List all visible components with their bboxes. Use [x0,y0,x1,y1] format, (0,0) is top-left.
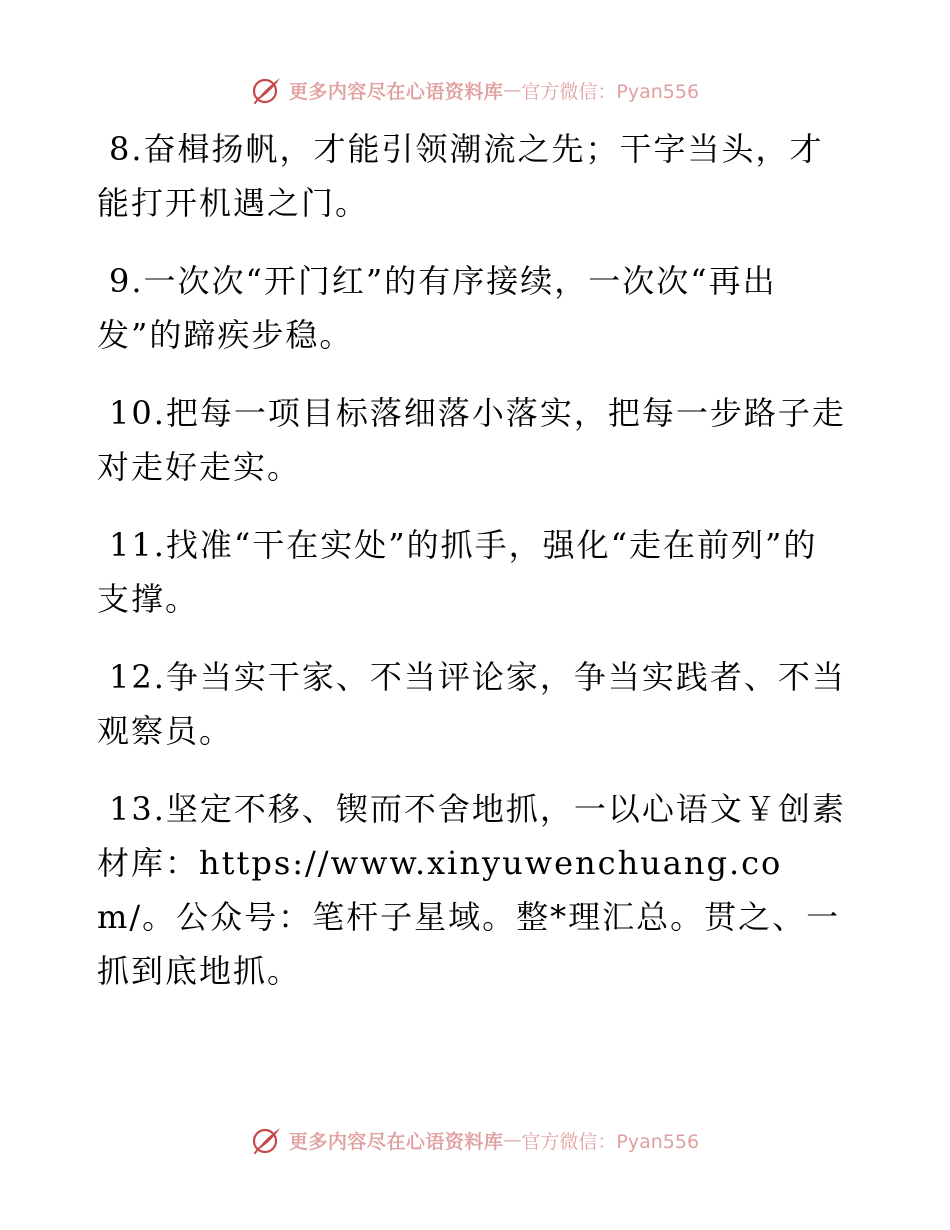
document-body [97,122,847,1022]
header-banner [0,70,950,110]
footer-banner [0,1120,950,1160]
list-item: 8.奋楫扬帆，才能引领潮流之先；干字当头，才能打开机遇之门。 [97,130,824,222]
list-item: 11.找准“干在实处”的抓手，强化“走在前列”的支撑。 [97,526,818,618]
banner-text: 更多内容尽在心语资料库 [288,1130,504,1153]
banner-dash: — [503,79,522,101]
list-item: 13.坚定不移、锲而不舍地抓，一以心语文￥创素材库：https://www.xinyuwenchuang.com/。公众号：笔杆子星域。整*理汇总。贯之、一抓到底地抓。 [97,790,846,990]
banner-wechat: 官方微信：Pyan556 [521,1130,700,1153]
list-item: 9.一次次“开门红”的有序接续，一次次“再出发”的蹄疾步稳。 [97,262,777,354]
quill-pen-logo-icon [251,1124,283,1156]
banner-wechat: 官方微信：Pyan556 [521,80,700,103]
banner-dash: — [503,1129,522,1151]
banner-text: 更多内容尽在心语资料库 [288,80,504,103]
list-item: 10.把每一项目标落细落小落实，把每一步路子走对走好走实。 [97,394,846,486]
list-item: 12.争当实干家、不当评论家，争当实践者、不当观察员。 [97,658,846,750]
quill-pen-logo-icon [251,74,283,106]
